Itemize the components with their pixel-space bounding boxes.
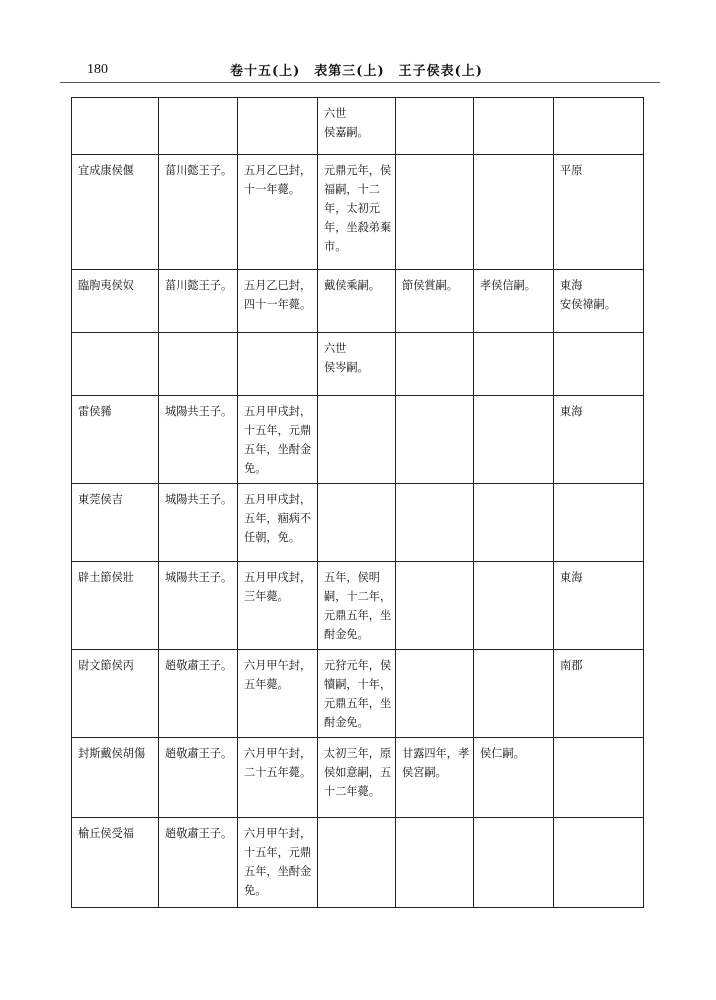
cell-text: 六世 侯岑嗣。	[324, 342, 369, 374]
table-cell	[396, 396, 474, 484]
table-cell	[159, 818, 238, 908]
table-cell	[396, 562, 474, 650]
table-cell	[238, 270, 318, 333]
cell-text: 榆丘侯受福	[78, 827, 134, 840]
cell-text: 雷侯豨	[78, 405, 112, 418]
table-row	[72, 333, 644, 396]
cell-text: 戴侯乘嗣。	[324, 279, 380, 292]
table-cell	[554, 396, 644, 484]
table-cell	[318, 396, 396, 484]
table-row	[72, 650, 644, 738]
table-cell	[396, 270, 474, 333]
table-cell	[238, 562, 318, 650]
cell-text: 元鼎元年，侯福嗣，十二年，太初元年，坐殺弟棄市。	[324, 164, 392, 253]
table-row	[72, 484, 644, 562]
cell-text: 五月甲戌封，三年薨。	[244, 571, 312, 603]
table-cell	[396, 484, 474, 562]
table-cell	[396, 155, 474, 270]
table-row	[72, 818, 644, 908]
table-row	[72, 738, 644, 818]
cell-text: 菑川懿王子。	[165, 164, 233, 177]
cell-text: 辟土節侯壯	[78, 571, 134, 584]
table-row	[72, 562, 644, 650]
table-cell	[72, 484, 159, 562]
table-cell	[474, 738, 554, 818]
table-cell	[72, 818, 159, 908]
cell-text: 五月乙巳封，四十一年薨。	[244, 279, 312, 311]
cell-text: 五年，侯明嗣，十二年，元鼎五年，坐酎金免。	[324, 571, 392, 641]
table-cell	[474, 98, 554, 155]
table-cell	[72, 98, 159, 155]
cell-text: 城陽共王子。	[165, 493, 233, 506]
table-cell	[318, 650, 396, 738]
cell-text: 趙敬肅王子。	[165, 659, 233, 672]
table-cell	[318, 484, 396, 562]
table-cell	[238, 396, 318, 484]
table-cell	[72, 155, 159, 270]
table-cell	[474, 270, 554, 333]
cell-text: 孝侯信嗣。	[480, 279, 536, 292]
table-cell	[159, 155, 238, 270]
header-rule	[60, 82, 660, 83]
table-row	[72, 98, 644, 155]
table-cell	[72, 738, 159, 818]
table-cell	[554, 155, 644, 270]
cell-text: 六世 侯嘉嗣。	[324, 107, 369, 139]
table-cell	[159, 396, 238, 484]
cell-text: 節侯賞嗣。	[402, 279, 458, 292]
table-cell	[554, 270, 644, 333]
cell-text: 尉文節侯丙	[78, 659, 134, 672]
table-cell	[396, 818, 474, 908]
table-cell	[159, 650, 238, 738]
table-cell	[238, 484, 318, 562]
genealogy-table	[71, 97, 644, 908]
table-cell	[474, 484, 554, 562]
cell-text: 宜成康侯偃	[78, 164, 134, 177]
table-cell	[554, 98, 644, 155]
table-cell	[474, 333, 554, 396]
table-cell	[474, 155, 554, 270]
table-cell	[474, 396, 554, 484]
table-cell	[554, 562, 644, 650]
cell-text: 元狩元年，侯犢嗣，十年，元鼎五年，坐酎金免。	[324, 659, 392, 729]
table-cell	[318, 333, 396, 396]
cell-text: 五月乙巳封，十一年薨。	[244, 164, 312, 196]
cell-text: 臨朐夷侯奴	[78, 279, 134, 292]
cell-text: 東海 安侯禕嗣。	[560, 279, 616, 311]
cell-text: 城陽共王子。	[165, 405, 233, 418]
cell-text: 五月甲戌封，五年，痼病不任朝，免。	[244, 493, 312, 544]
cell-text: 甘露四年，孝侯宮嗣。	[402, 747, 470, 779]
table-cell	[318, 270, 396, 333]
table-cell	[318, 738, 396, 818]
cell-text: 趙敬肅王子。	[165, 747, 233, 760]
table-cell	[318, 562, 396, 650]
cell-text: 南郡	[560, 659, 583, 672]
table-cell	[396, 333, 474, 396]
running-header: 卷十五(上) 表第三(上) 王子侯表(上)	[230, 64, 483, 79]
table-cell	[554, 484, 644, 562]
table-cell	[396, 98, 474, 155]
table-cell	[474, 818, 554, 908]
table-cell	[554, 818, 644, 908]
table-cell	[159, 484, 238, 562]
table-row	[72, 396, 644, 484]
table-cell	[238, 98, 318, 155]
table-cell	[318, 818, 396, 908]
table-cell	[72, 333, 159, 396]
cell-text: 封斯戴侯胡傷	[78, 747, 146, 760]
cell-text: 城陽共王子。	[165, 571, 233, 584]
table-cell	[72, 270, 159, 333]
cell-text: 東莞侯吉	[78, 493, 123, 506]
table-cell	[554, 738, 644, 818]
table-cell	[474, 650, 554, 738]
table-cell	[554, 333, 644, 396]
table-cell	[159, 98, 238, 155]
table-cell	[554, 650, 644, 738]
cell-text: 太初三年，原侯如意嗣，五十二年薨。	[324, 747, 392, 798]
table-row	[72, 270, 644, 333]
cell-text: 菑川懿王子。	[165, 279, 233, 292]
table-cell	[72, 650, 159, 738]
table-cell	[159, 333, 238, 396]
table-cell	[238, 650, 318, 738]
table-cell	[159, 270, 238, 333]
cell-text: 五月甲戌封，十五年，元鼎五年，坐酎金免。	[244, 405, 312, 475]
table-cell	[72, 562, 159, 650]
cell-text: 六月甲午封，二十五年薨。	[244, 747, 312, 779]
cell-text: 六月甲午封，十五年，元鼎五年，坐酎金免。	[244, 827, 312, 897]
cell-text: 東海	[560, 571, 583, 584]
cell-text: 六月甲午封，五年薨。	[244, 659, 312, 691]
cell-text: 東海	[560, 405, 583, 418]
table-cell	[396, 738, 474, 818]
table-cell	[396, 650, 474, 738]
table-cell	[318, 155, 396, 270]
table-cell	[238, 738, 318, 818]
cell-text: 平原	[560, 164, 583, 177]
cell-text: 侯仁嗣。	[480, 747, 525, 760]
table-cell	[318, 98, 396, 155]
table-cell	[238, 155, 318, 270]
table-cell	[474, 562, 554, 650]
table-cell	[72, 396, 159, 484]
page-number: 180	[87, 62, 108, 77]
cell-text: 趙敬肅王子。	[165, 827, 233, 840]
table-row	[72, 155, 644, 270]
table-cell	[238, 333, 318, 396]
table-cell	[238, 818, 318, 908]
table-cell	[159, 562, 238, 650]
table-cell	[159, 738, 238, 818]
